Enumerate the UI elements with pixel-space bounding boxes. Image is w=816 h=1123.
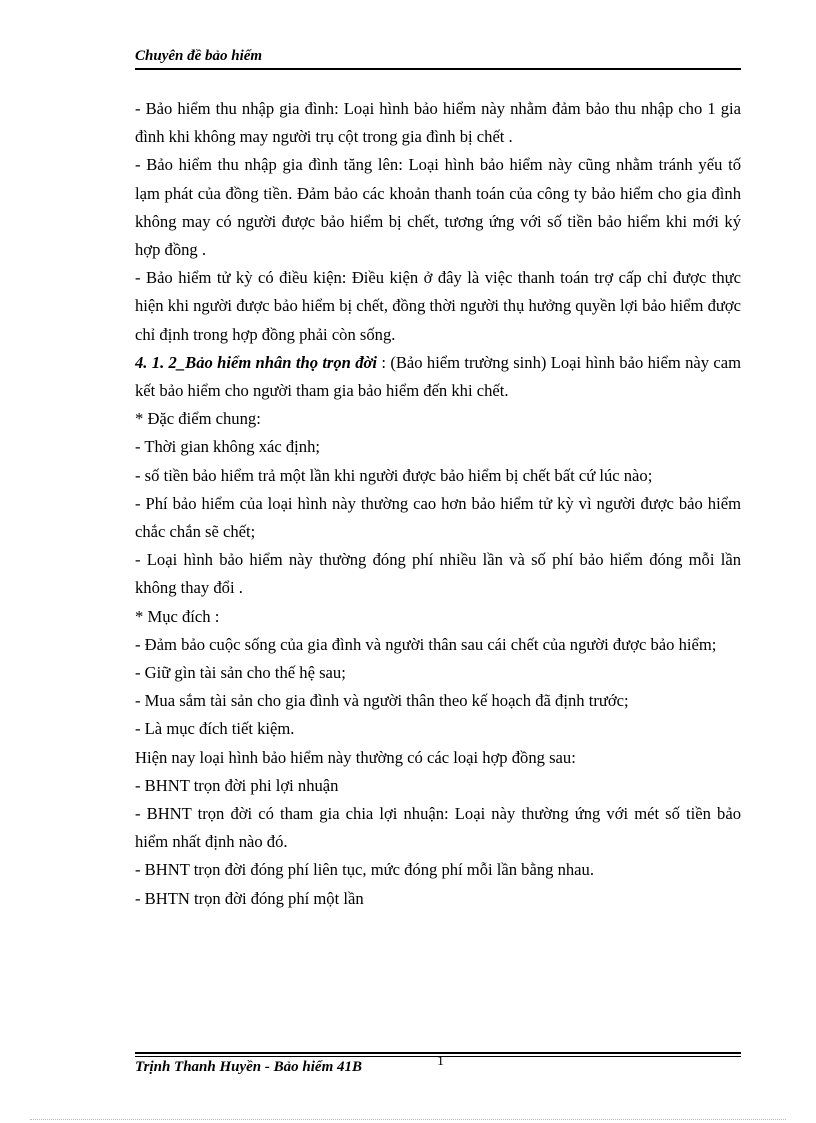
- section-whole-life: [135, 349, 741, 405]
- list-item: - BHNT trọn đời có tham gia chia lợi nhuận: Loại này thường ứng với mét số tiền bảo hiểm nhất định nào đó.: [135, 804, 741, 852]
- header-rule: [135, 68, 741, 70]
- header-title: Chuyên đề bảo hiểm: [135, 48, 263, 64]
- list-item: - Mua sắm tài sản cho gia đình và người thân theo kế hoạch đã định trước;: [135, 691, 629, 711]
- list-item: - Giữ gìn tài sản cho thế hệ sau;: [135, 663, 346, 683]
- footer-author: Trịnh Thanh Huyền - Bảo hiểm 41B: [135, 1059, 362, 1075]
- list-item: - BHNT trọn đời phi lợi nhuận: [135, 775, 339, 795]
- list-item: - Thời gian không xác định;: [135, 437, 320, 457]
- paragraph-family-income: - Bảo hiểm thu nhập gia đình: Loại hình bảo hiểm này nhằm đảm bảo thu nhập cho 1 gia đình khi không may người trụ cột trong gia đình bị chết .: [135, 99, 741, 147]
- features-label: * Đặc điểm chung:: [135, 409, 261, 429]
- list-item: - số tiền bảo hiểm trả một lần khi người được bảo hiểm bị chết bất cứ lúc nào;: [135, 465, 653, 485]
- paragraph-conditional-term: - Bảo hiểm tử kỳ có điều kiện: Điều kiện ở đây là việc thanh toán trợ cấp chỉ được thực hiện khi người được bảo hiểm bị chết, đồng thời người thụ hưởng quyền lợi bảo hiểm được chỉ định trong hợp đồng phải còn sống.: [135, 268, 741, 344]
- list-item: - Phí bảo hiểm của loại hình này thường cao hơn bảo hiểm tử kỳ vì người được bảo hiểm chắc chắn sẽ chết;: [135, 493, 741, 542]
- contracts-label: Hiện nay loại hình bảo hiểm này thường có các loại hợp đồng sau:: [135, 747, 576, 767]
- section-intro: : (Bảo hiểm trường sinh) Loại hình bảo hiểm này cam kết bảo hiểm cho người tham gia bảo hiểm đến khi chết.: [135, 352, 741, 401]
- list-item: - Là mục đích tiết kiệm.: [135, 719, 295, 739]
- document-body: [135, 95, 741, 913]
- list-item: - BHTN trọn đời đóng phí một lần: [135, 888, 364, 908]
- page-edge-dotted-line: [30, 1119, 786, 1120]
- page-number: 1: [437, 1054, 444, 1069]
- paragraph-family-income-increase: - Bảo hiểm thu nhập gia đình tăng lên: Loại hình bảo hiểm này cũng nhằm tránh yếu tố lạm phát của đồng tiền. Đảm bảo các khoản thanh toán của công ty bảo hiểm cho gia đình không may có người được bảo hiểm bị chết, tương ứng với số tiền bảo hiểm khi mới ký hợp đồng .: [135, 155, 741, 260]
- list-item: - BHNT trọn đời đóng phí liên tục, mức đóng phí mỗi lần bằng nhau.: [135, 860, 594, 880]
- section-heading: 4. 1. 2_Bảo hiểm nhân thọ trọn đời: [135, 352, 378, 372]
- list-item: - Đảm bảo cuộc sống của gia đình và người thân sau cái chết của người được bảo hiểm;: [135, 634, 717, 654]
- purpose-label: * Mục đích :: [135, 606, 220, 626]
- list-item: - Loại hình bảo hiểm này thường đóng phí nhiều lần và số phí bảo hiểm đóng mỗi lần không thay đổi .: [135, 550, 741, 598]
